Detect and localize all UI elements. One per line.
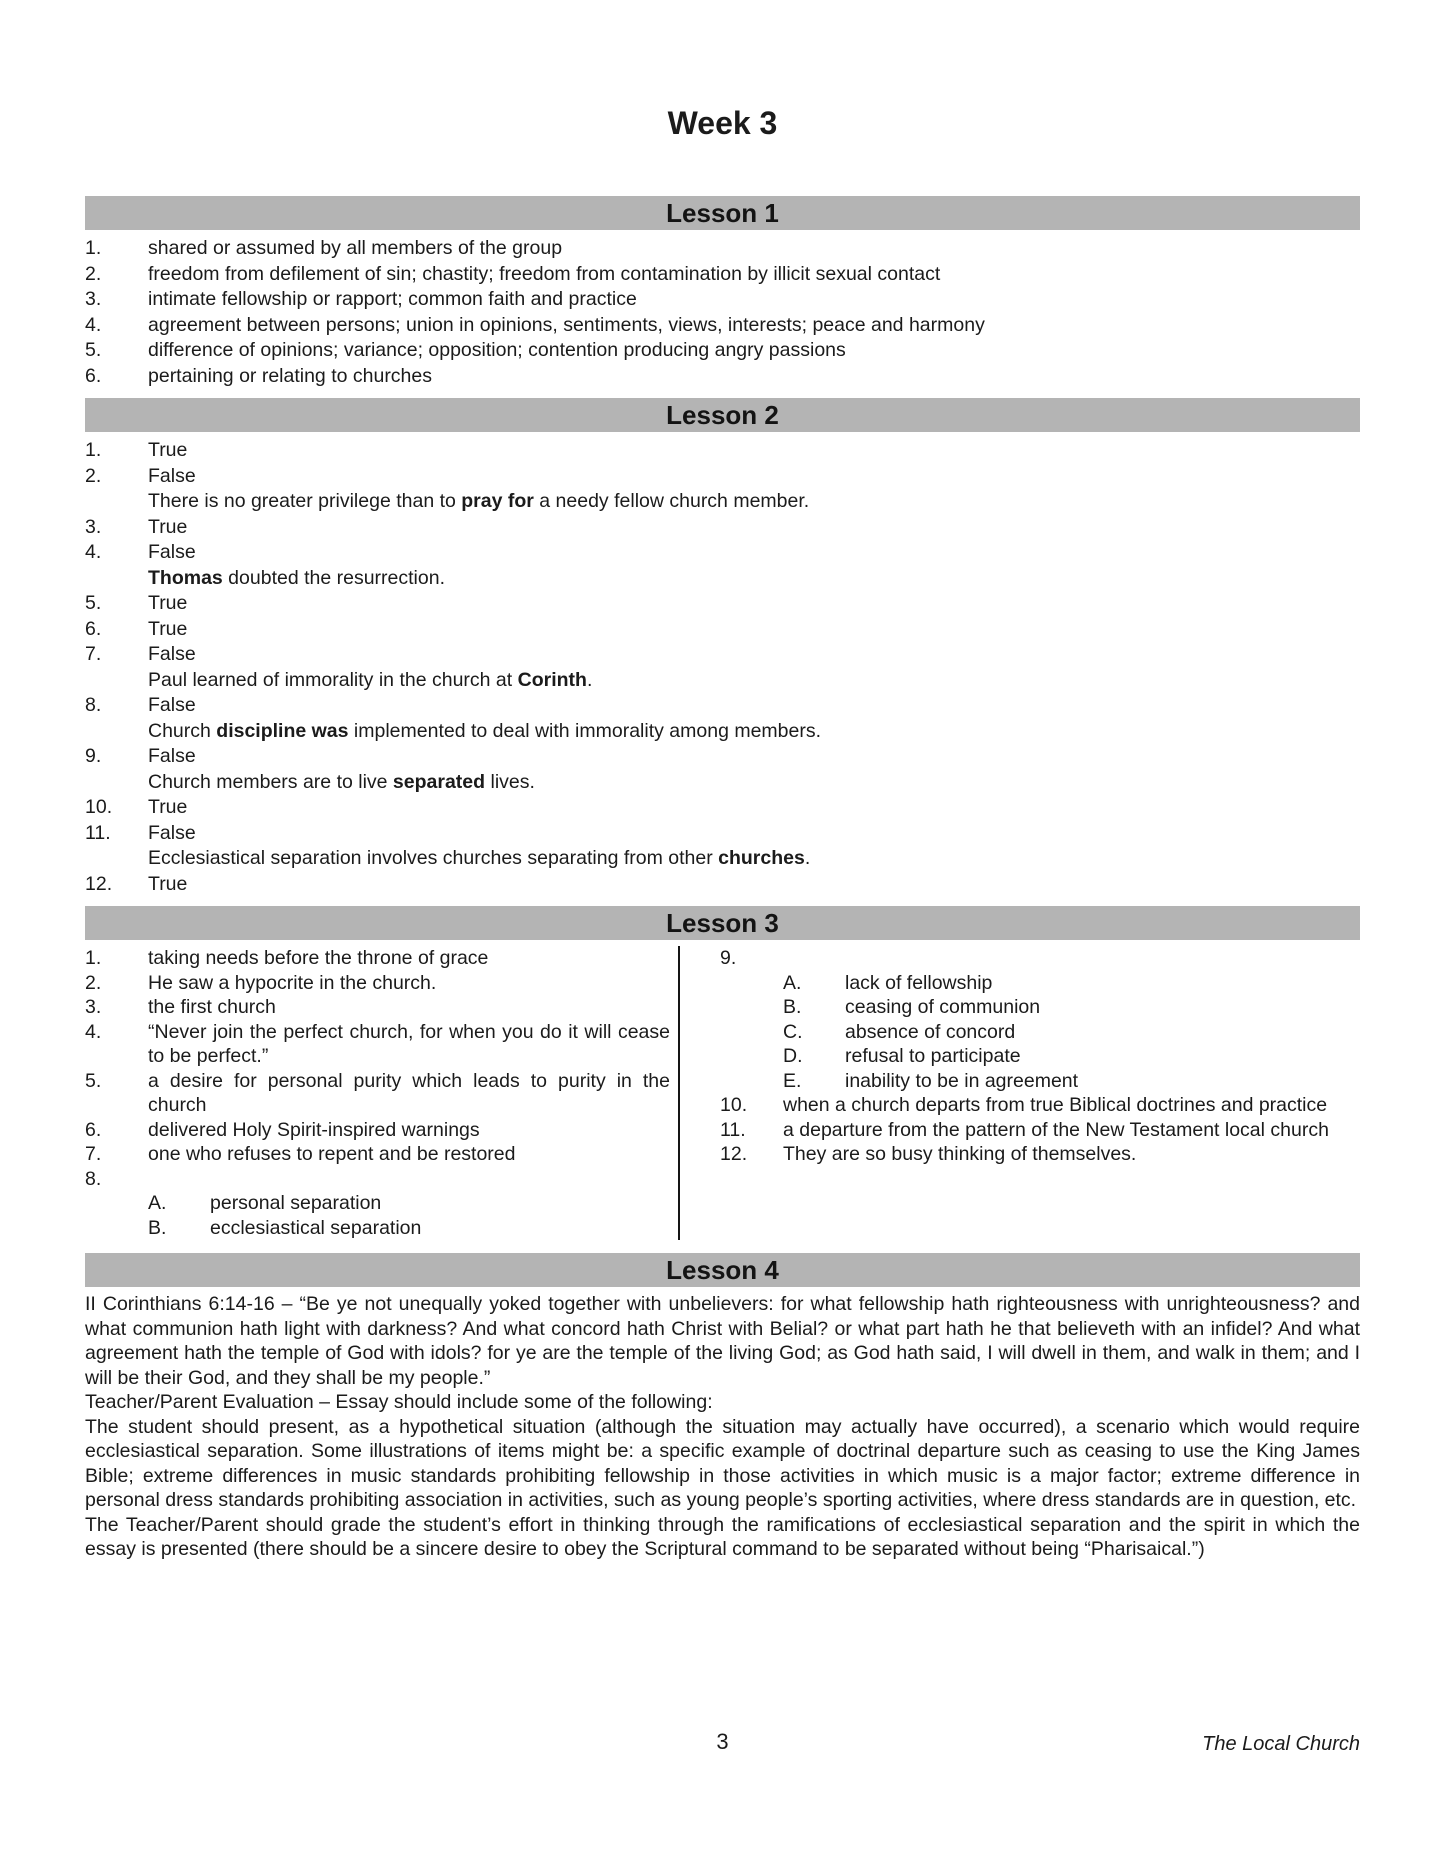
lesson4-paragraphs [85,1292,1360,1562]
lesson3-heading-bar: Lesson 3 [85,906,1360,940]
item-number: 7. [85,643,102,665]
sub-answer-item [720,995,1360,1020]
lesson4-heading-bar: Lesson 4 [85,1253,1360,1287]
item-number: 4. [85,313,102,336]
item-text [783,946,1360,971]
item-number: 9. [85,745,102,767]
sub-answer-item [720,1020,1360,1045]
sub-letter: D. [783,1045,803,1067]
item-number: 10. [85,796,113,818]
sub-text: ecclesiastical separation [210,1216,422,1239]
lesson3-right-column [680,946,1360,1240]
item-text [148,1167,670,1192]
explanation-text: Church members are to live separated lives. [148,770,535,793]
lesson1-answer-list [85,236,1360,389]
answer-text: True [148,515,188,538]
answer-text: True [148,796,188,818]
answer-item: 2. He saw a hypocrite in the church. [85,971,670,996]
sub-letter: B. [783,996,802,1018]
tf-answer-row [85,795,1360,821]
sub-answer-item [720,1069,1360,1094]
answer-item: 8. [85,1167,670,1192]
answer-item: 9. [720,946,1360,971]
explanation-row [85,846,1360,872]
item-number: 2. [85,262,102,285]
lesson2-heading-bar: Lesson 2 [85,398,1360,432]
answer-item [85,338,1360,364]
item-text: intimate fellowship or rapport; common faith and practice [148,288,637,310]
item-text: a desire for personal purity which leads to purity in the church [148,1069,670,1116]
explanation-row [85,668,1360,694]
item-text: delivered Holy Spirit-inspired warnings [148,1118,480,1141]
lesson2-answer-list [85,438,1360,897]
page-footer [85,1727,1360,1761]
sub-answer-item [85,1216,670,1241]
explanation-text: Ecclesiastical separation involves churches separating from other churches. [148,847,811,869]
item-number: 5. [85,339,102,361]
explanation-text: Church discipline was implemented to deal with immorality among members. [148,719,822,742]
scripture-quote-paragraph: II Corinthians 6:14-16 – “Be ye not unequally yoked together with unbelievers: for what fellowship hath righteousness with unrighteousness? and what communion hath light with darkness? And what concord hath Christ with Belial? or what part hath he that believeth with an infidel? And what agreement hath the temple of God with idols? for ye are the temple of the living God; as God hath said, I will dwell in them, and walk in them; and I will be their God, and they shall be my people.” [85,1293,1360,1389]
tf-answer-row [85,591,1360,617]
answer-text: False [148,694,196,716]
tf-answer-row [85,872,1360,898]
item-number: 2. [85,464,102,487]
answer-item: 3. the first church [85,995,670,1020]
item-number: 8. [85,694,102,716]
evaluation-intro-paragraph: Teacher/Parent Evaluation – Essay should include some of the following: [85,1391,713,1413]
answer-item: 4. “Never join the perfect church, for when you do it will cease to be perfect.” [85,1020,670,1067]
sub-answer-item [85,1191,670,1216]
explanation-text: There is no greater privilege than to pray for a needy fellow church member. [148,490,810,512]
item-text: a departure from the pattern of the New Testament local church [783,1118,1329,1141]
item-number: 6. [85,617,102,640]
page-number: 3 [716,1729,729,1754]
tf-answer-row [85,821,1360,847]
item-number: 3. [85,515,102,538]
explanation-row [85,489,1360,515]
item-text: one who refuses to repent and be restored [148,1143,516,1165]
tf-answer-row [85,642,1360,668]
tf-answer-row [85,693,1360,719]
sub-text: personal separation [210,1192,382,1214]
grading-guidance-paragraph: The Teacher/Parent should grade the student’s effort in thinking through the ramifications of ecclesiastical separation and the spirit in which the essay is presented (there should be a sincere desire to obey the Scriptural command to be separated without being “Pharisaical.”) [85,1513,1360,1560]
sub-answer-item [720,971,1360,996]
page-title: Week 3 [667,105,778,141]
answer-item: 12. They are so busy thinking of themselves. [720,1142,1360,1167]
explanation-text: Paul learned of immorality in the church at Corinth. [148,668,593,691]
tf-answer-row [85,540,1360,566]
item-text: freedom from defilement of sin; chastity; freedom from contamination by illicit sexual contact [148,262,941,285]
item-text: taking needs before the throne of grace [148,947,489,969]
answer-item: 5. a desire for personal purity which leads to purity in the church [85,1069,670,1116]
item-number: 12. [85,872,113,895]
explanation-text: Thomas doubted the resurrection. [148,566,445,589]
answer-item: 1. taking needs before the throne of grace [85,946,670,971]
answer-text: False [148,464,196,487]
answer-item [85,236,1360,262]
item-number: 11. [85,821,111,844]
answer-item [85,287,1360,313]
answer-text: False [148,745,196,767]
sub-text: ceasing of communion [845,996,1041,1018]
sub-text: refusal to participate [845,1045,1021,1067]
item-text: They are so busy thinking of themselves. [783,1143,1137,1165]
explanation-row [85,566,1360,592]
item-text: the first church [148,996,276,1018]
tf-answer-row [85,617,1360,643]
answer-item: 7. one who refuses to repent and be restored [85,1142,670,1167]
item-text: pertaining or relating to churches [148,364,432,387]
answer-item: 10. when a church departs from true Biblical doctrines and practice [720,1093,1360,1118]
sub-letter: A. [148,1192,167,1214]
answer-text: True [148,872,188,895]
item-text: shared or assumed by all members of the group [148,237,563,259]
item-number: 3. [85,288,102,310]
sub-letter: E. [783,1069,802,1092]
answer-item: 6. delivered Holy Spirit-inspired warnings [85,1118,670,1143]
lesson3-left-column [85,946,680,1240]
item-text: when a church departs from true Biblical doctrines and practice [783,1094,1328,1116]
answer-text: False [148,643,196,665]
tf-answer-row [85,438,1360,464]
essay-guidance-paragraph: The student should present, as a hypothetical situation (although the situation may actually have occurred), a scenario which would require ecclesiastical separation. Some illustrations of items might be: a specific example of doctrinal departure such as ceasing to use the King James Bible; extreme differences in music standards prohibiting fellowship in those activities in which music is a major factor; extreme difference in personal dress standards prohibiting association in activities, such as young people’s sporting activities, where dress standards are in question, etc. [85,1415,1360,1511]
item-text: agreement between persons; union in opinions, sentiments, views, interests; peace and harmony [148,313,985,336]
answer-item [85,262,1360,288]
answer-text: False [148,821,196,844]
lesson1-heading-bar: Lesson 1 [85,196,1360,230]
sub-letter: B. [148,1216,167,1239]
answer-item [85,313,1360,339]
tf-answer-row [85,515,1360,541]
item-number: 6. [85,364,102,387]
item-number: 5. [85,592,102,614]
answer-text: True [148,439,188,461]
sub-text: absence of concord [845,1020,1016,1043]
explanation-row [85,770,1360,796]
book-title: The Local Church [1202,1733,1360,1755]
answer-text: True [148,592,188,614]
answer-item: 11. a departure from the pattern of the New Testament local church [720,1118,1360,1143]
lesson3-two-column-block [85,946,1360,1240]
item-text: “Never join the perfect church, for when you do it will cease to be perfect.” [148,1020,670,1067]
tf-answer-row [85,464,1360,490]
sub-text: inability to be in agreement [845,1069,1079,1092]
sub-answer-item [720,1044,1360,1069]
sub-letter: A. [783,971,802,994]
sub-letter: C. [783,1020,803,1043]
item-number: 1. [85,439,102,461]
item-text: He saw a hypocrite in the church. [148,971,437,994]
explanation-row [85,719,1360,745]
item-text: difference of opinions; variance; opposition; contention producing angry passions [148,339,846,361]
item-number: 1. [85,237,102,259]
sub-text: lack of fellowship [845,971,993,994]
tf-answer-row [85,744,1360,770]
item-number: 4. [85,541,102,563]
answer-text: False [148,541,196,563]
answer-text: True [148,617,188,640]
answer-item [85,364,1360,390]
